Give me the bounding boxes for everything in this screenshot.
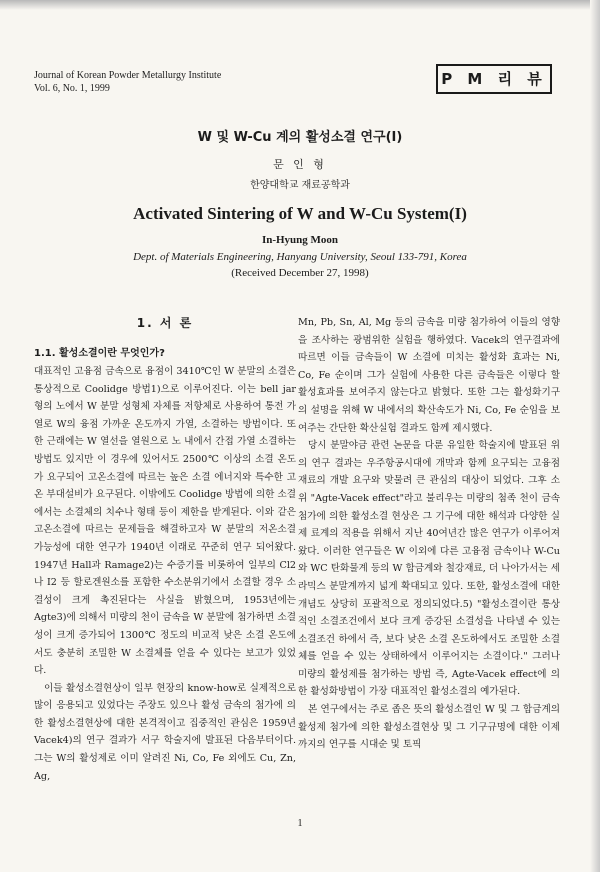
title-korean: W 및 W-Cu 계의 활성소결 연구(I) bbox=[197, 130, 403, 145]
body-column-left bbox=[34, 345, 296, 785]
paragraph: 당시 분말야금 관련 논문을 다룬 유일한 학술지에 발표된 위의 연구 결과는 우주항공시대에 개막과 함께 요구되는 고융점 재료의 개발 요구와 맞물려 큰 관심의 대상이 되었다. 그후 소위 "Agte-Vacek effect"라고 불리우는 미량의 첨족 천이 금속 첨가에 의한 활성소결 현상은 그 기구에 대한 해석과 다양한 실제 료계의 적용을 위해서 지난 40여년간 많은 연구가 이루어져 왔다. 이러한 연구들은 W 이외에 다른 고융점 금속이나 W-Cu와 WC 탄화물계 등의 W 합금계와 철강재료, 더 나아가서는 세라믹스 분말계까지 넓게 확대되고 있다. 또한, 활성소결에 대한 개념도 상당히 포괄적으로 정의되었다.5) "활성소결이란 통상적인 소결조건에서 보다 크게 증강된 소결성을 나타낼 수 있는 소결조건 하에서 즉, 보다 낮은 소결 온도하에서도 조밀한 소결체를 얻을 수 있는 상태하에서 이루어지는 소결이다." 그러나 미량의 활성제를 첨가하는 방법 즉, Agte-Vacek effect에 의한 활성화방법이 가장 대표적인 활성소결의 예가된다. bbox=[298, 440, 560, 698]
journal-volume: Vol. 6, No. 1, 1999 bbox=[34, 83, 110, 94]
section-heading-introduction: 1. 서 론 bbox=[136, 316, 194, 330]
pm-review-badge: P M 리 뷰 bbox=[436, 64, 552, 94]
page-number: 1 bbox=[297, 818, 303, 829]
affiliation-english: Dept. of Materials Engineering, Hanyang University, Seoul 133-791, Korea bbox=[133, 251, 467, 263]
affiliation-korean: 한양대학교 재료공학과 bbox=[250, 180, 350, 191]
scan-edge-top bbox=[0, 0, 600, 10]
journal-header bbox=[34, 69, 221, 95]
paragraph: 본 연구에서는 주로 좁은 뜻의 활성소결인 W 및 그 합금계의 활성제 첨가에 의한 활성소결현상 및 그 기구규명에 대한 이제까지의 연구를 시대순 및 토픽 bbox=[298, 704, 560, 751]
body-column-right bbox=[298, 314, 560, 754]
author-english: In-Hyung Moon bbox=[261, 234, 339, 246]
author-korean: 문 인 형 bbox=[273, 158, 327, 171]
title-english: Activated Sintering of W and W-Cu System(I) bbox=[133, 204, 467, 223]
journal-name: Journal of Korean Powder Metallurgy Institute bbox=[34, 70, 222, 81]
paragraph: Mn, Pb, Sn, Al, Mg 등의 금속을 미량 첨가하여 이들의 영향을 조사하는 광범위한 실험을 행하였다. Vacek의 연구결과에 따르면 이들 금속들이 W 소결에 미치는 활성화 효과는 Ni, Co, Fe 순이며 그가 실험에 사용한 다른 금속들은 이렇다 할 활성효과를 보여주지 않는다고 밝혔다. 또한 그는 활성화기구의 설명을 위해 W 내에서의 확산속도가 Ni, Co, Fe 순임을 보여주는 간단한 확산실험 결과도 함께 제시했다. bbox=[298, 317, 560, 434]
received-date: (Received December 27, 1998) bbox=[231, 267, 369, 279]
paragraph: 대표적인 고융점 금속으로 융점이 3410℃인 W 분말의 소결은 통상적으로 Coolidge 방법1)으로 이루어진다. 이는 bell jar 형의 노에서 W 분말 성형체 자체를 저항체로 사용하여 통전 가열로 W의 융점 가까운 온도까지 가열, 소결하는 방법이다. 또한 근래에는 W 열선을 열원으로 노 내에서 간접 가열 소결하는 방법도 있지만 이 경우에 있어서도 2500℃ 이상의 소결 온도가 요구되어 고온소결에 따르는 높은 소결 에너지와 특수한 고온 부대설비가 요구된다. 이밖에도 Coolidge 방법에 의한 소결에서는 소결체의 치수나 형태 등이 제한을 받게된다. 이와 같은 고온소결에 따르는 문제들을 해결하고자 W 분말의 저온소결 가능성에 대한 연구가 1940년 이래로 꾸준히 연구 되어왔다. 1947년 Hall과 Ramage2)는 수증기를 비롯하여 일부의 Cl2나 I2 등 할로겐원소를 포함한 수소분위기에서 소결할 경우 소결성이 크게 촉진된다는 사실을 밝혔으며, 1953년에는 Agte3)에 의해서 미량의 천이 금속을 W 분말에 첨가하면 소결성이 크게 증가되어 1300℃ 정도의 비교적 낮은 소결 온도에서도 충분히 조밀한 W 소결체를 얻을 수 있다는 보고가 있었다. bbox=[34, 366, 297, 677]
subsection-heading: 1.1. 활성소결이란 무엇인가? bbox=[34, 348, 165, 359]
paragraph: 이들 활성소결현상이 일부 현장의 know-how로 실제적으로 많이 응용되고 있었다는 주장도 있으나 활성 금속의 첨가에 의한 활성소결현상에 대한 본격적이고 집중적인 관심은 1959년 Vacek4)의 연구 결과가 서구 학술지에 발표된 다음부터이다. 그는 W의 활성제로 이미 알려진 Ni, Co, Fe 외에도 Cu, Zn, Ag, bbox=[34, 682, 296, 782]
